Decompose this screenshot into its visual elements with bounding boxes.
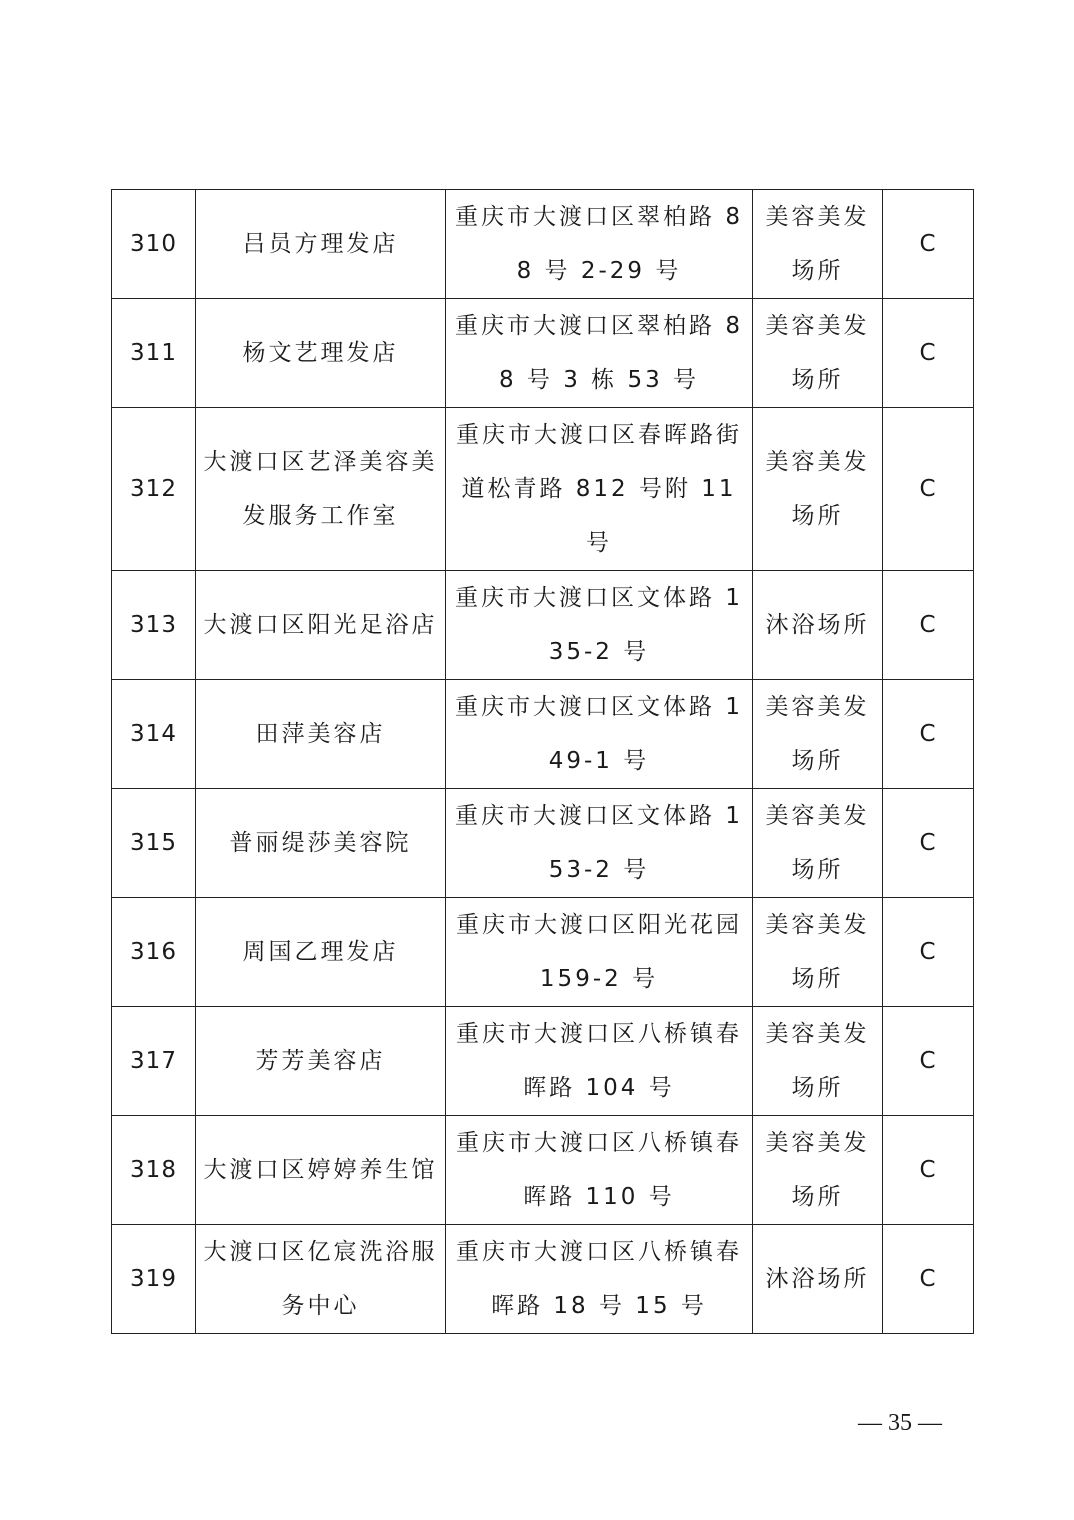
establishment-address: 重庆市大渡口区八桥镇春晖路 18 号 15 号 (446, 1225, 753, 1334)
establishment-type: 美容美发场所 (753, 898, 883, 1007)
establishment-name: 大渡口区婷婷养生馆 (196, 1116, 446, 1225)
establishment-grade: C (883, 789, 974, 898)
establishment-grade: C (883, 1225, 974, 1334)
table-row (112, 571, 974, 680)
establishment-grade: C (883, 898, 974, 1007)
establishment-name: 吕员方理发店 (196, 190, 446, 299)
establishment-grade: C (883, 1007, 974, 1116)
establishment-table (111, 189, 974, 1334)
row-number: 317 (112, 1007, 196, 1116)
establishment-type: 美容美发场所 (753, 789, 883, 898)
establishment-type: 美容美发场所 (753, 408, 883, 571)
table-row (112, 1225, 974, 1334)
establishment-name: 周国乙理发店 (196, 898, 446, 1007)
establishment-name: 杨文艺理发店 (196, 299, 446, 408)
establishment-address: 重庆市大渡口区文体路 153-2 号 (446, 789, 753, 898)
row-number: 310 (112, 190, 196, 299)
establishment-grade: C (883, 1116, 974, 1225)
establishment-name: 大渡口区阳光足浴店 (196, 571, 446, 680)
establishment-address: 重庆市大渡口区文体路 135-2 号 (446, 571, 753, 680)
establishment-type: 美容美发场所 (753, 1116, 883, 1225)
establishment-name: 大渡口区艺泽美容美发服务工作室 (196, 408, 446, 571)
establishment-name: 大渡口区亿宸洗浴服务中心 (196, 1225, 446, 1334)
establishment-address: 重庆市大渡口区翠柏路 88 号 3 栋 53 号 (446, 299, 753, 408)
establishment-address: 重庆市大渡口区八桥镇春晖路 110 号 (446, 1116, 753, 1225)
establishment-address: 重庆市大渡口区文体路 149-1 号 (446, 680, 753, 789)
table-body (112, 190, 974, 1334)
establishment-name: 芳芳美容店 (196, 1007, 446, 1116)
establishment-grade: C (883, 571, 974, 680)
establishment-type: 沐浴场所 (753, 1225, 883, 1334)
table-row (112, 1007, 974, 1116)
establishment-grade: C (883, 408, 974, 571)
row-number: 311 (112, 299, 196, 408)
table-row (112, 1116, 974, 1225)
table-row (112, 680, 974, 789)
establishment-address: 重庆市大渡口区翠柏路 88 号 2-29 号 (446, 190, 753, 299)
table-row (112, 408, 974, 571)
establishment-type: 美容美发场所 (753, 1007, 883, 1116)
table-row (112, 789, 974, 898)
establishment-type: 美容美发场所 (753, 299, 883, 408)
table-row (112, 190, 974, 299)
row-number: 314 (112, 680, 196, 789)
row-number: 313 (112, 571, 196, 680)
establishment-address: 重庆市大渡口区春晖路街道松青路 812 号附 11 号 (446, 408, 753, 571)
establishment-type: 沐浴场所 (753, 571, 883, 680)
row-number: 312 (112, 408, 196, 571)
table-row (112, 898, 974, 1007)
table-row (112, 299, 974, 408)
row-number: 318 (112, 1116, 196, 1225)
establishment-address: 重庆市大渡口区八桥镇春晖路 104 号 (446, 1007, 753, 1116)
establishment-name: 田萍美容店 (196, 680, 446, 789)
establishment-grade: C (883, 190, 974, 299)
row-number: 319 (112, 1225, 196, 1334)
establishment-type: 美容美发场所 (753, 680, 883, 789)
establishment-address: 重庆市大渡口区阳光花园 159-2 号 (446, 898, 753, 1007)
establishment-name: 普丽缇莎美容院 (196, 789, 446, 898)
page-number: — 35 — (858, 1410, 942, 1436)
row-number: 315 (112, 789, 196, 898)
row-number: 316 (112, 898, 196, 1007)
establishment-type: 美容美发场所 (753, 190, 883, 299)
establishment-grade: C (883, 680, 974, 789)
establishment-grade: C (883, 299, 974, 408)
